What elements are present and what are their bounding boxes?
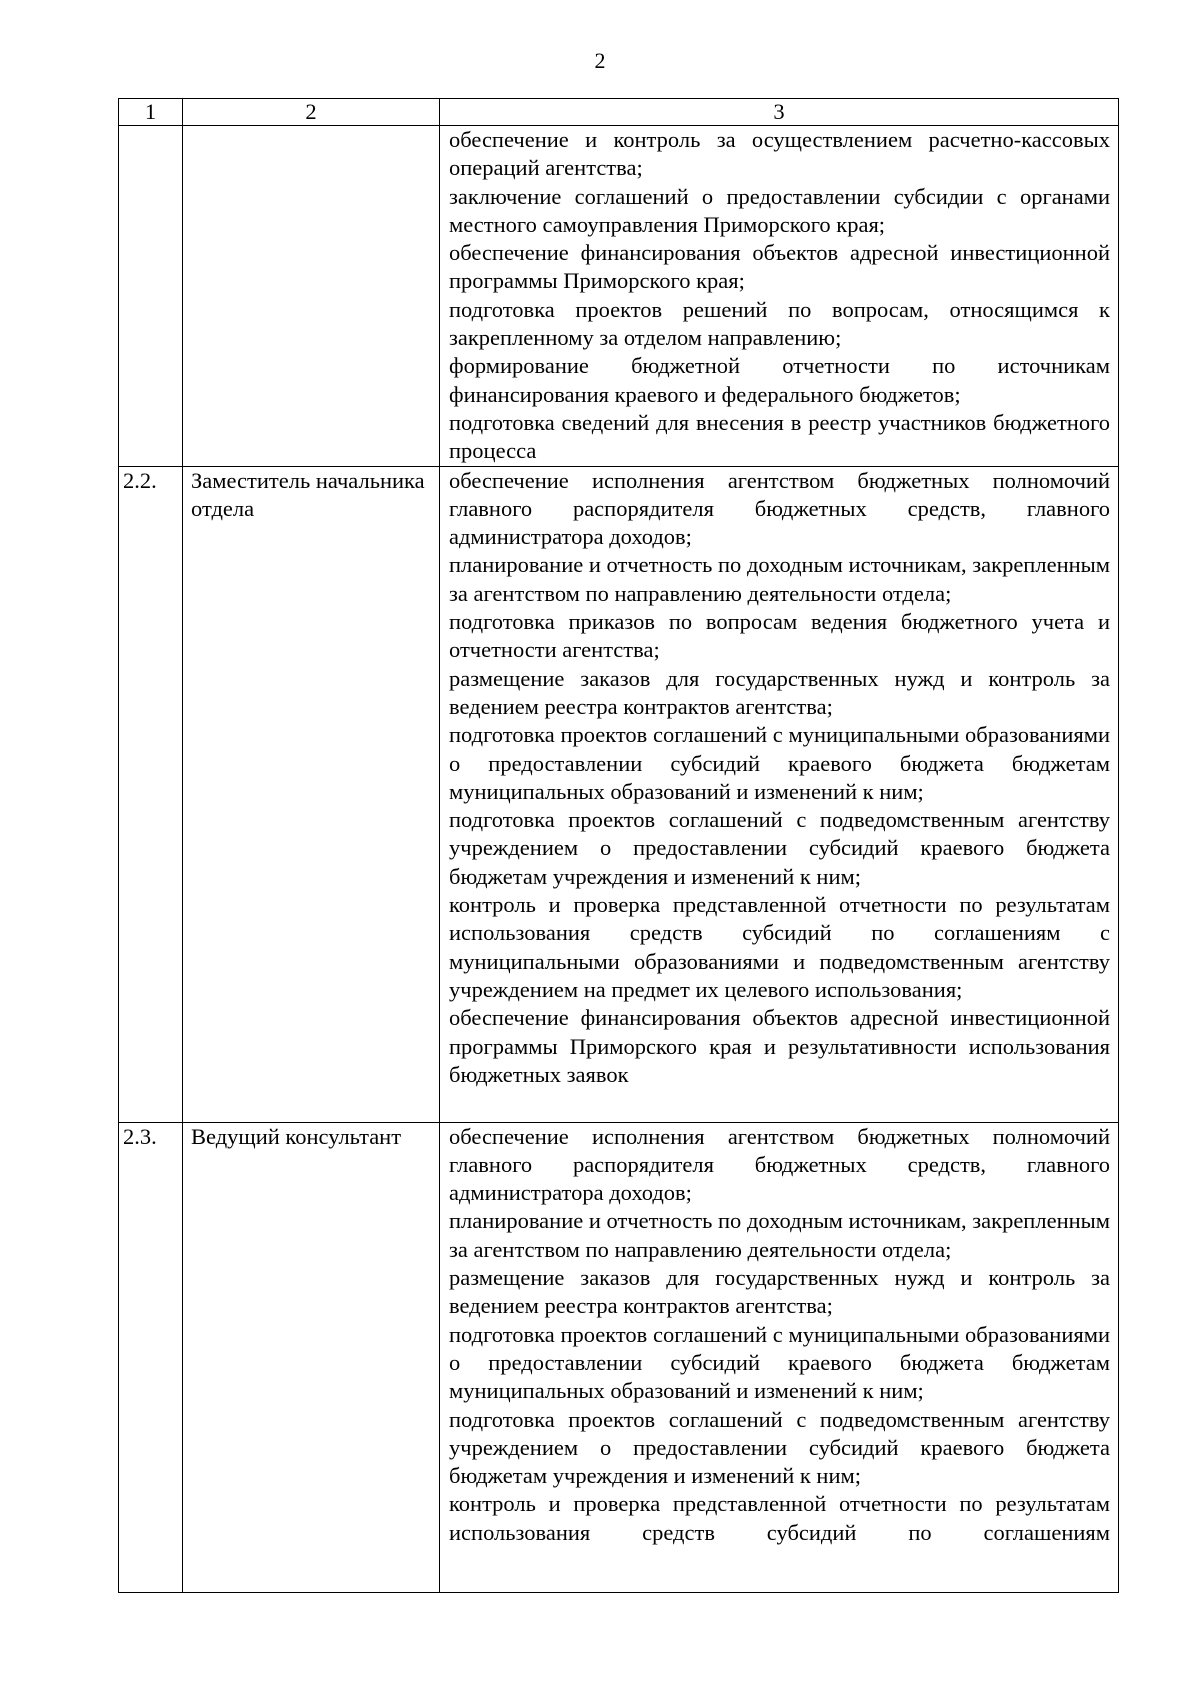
duty-item: подготовка сведений для внесения в реестр участников бюджетного процесса	[449, 409, 1110, 464]
duties-cell	[440, 126, 1119, 467]
table-row	[119, 126, 1119, 467]
duty-item: подготовка проектов соглашений с муниципальными образованиями о предоставлении субсидий краевого бюджета бюджетам муниципальных образований и изменений к ним;	[449, 722, 1110, 804]
duty-item: обеспечение исполнения агентством бюджетных полномочий главного распорядителя бюджетных средств, главного администратора доходов;	[449, 467, 1110, 550]
position-title: Заместитель начальника отдела	[183, 466, 440, 1122]
duty-item: подготовка проектов решений по вопросам, относящимся к закрепленному за отделом направлению;	[449, 296, 1110, 351]
table-row	[119, 466, 1119, 1122]
position-title	[183, 126, 440, 467]
duty-item: формирование бюджетной отчетности по источникам финансирования краевого и федерального бюджетов;	[449, 353, 1110, 407]
duty-item: обеспечение финансирования объектов адресной инвестиционной программы Приморского края;	[449, 240, 1110, 294]
duty-item: контроль и проверка представленной отчетности по результатам использования средств субсидий по соглашениям	[449, 1491, 1110, 1545]
duty-item: подготовка приказов по вопросам ведения бюджетного учета и отчетности агентства;	[449, 609, 1110, 663]
table-header-row	[119, 99, 1119, 126]
duty-item: подготовка проектов соглашений с муниципальными образованиями о предоставлении субсидий краевого бюджета бюджетам муниципальных образований и изменений к ним;	[449, 1321, 1110, 1404]
row-number: 2.3.	[119, 1122, 183, 1592]
duties-cell	[440, 466, 1119, 1122]
row-number	[119, 126, 183, 467]
duty-item: размещение заказов для государственных нужд и контроль за ведением реестра контрактов агентства;	[449, 1265, 1110, 1319]
column-header-position: 2	[183, 99, 440, 126]
duty-item: заключение соглашений о предоставлении субсидии с органами местного самоуправления Приморского края;	[449, 183, 1110, 237]
duty-item: планирование и отчетность по доходным источникам, закрепленным за агентством по направлению деятельности отдела;	[449, 1208, 1110, 1262]
duty-item: обеспечение исполнения агентством бюджетных полномочий главного распорядителя бюджетных средств, главного администратора доходов;	[449, 1123, 1110, 1206]
row-number: 2.2.	[119, 466, 183, 1122]
duty-item: подготовка проектов соглашений с подведомственным агентству учреждением о предоставлении субсидий краевого бюджета бюджетам учреждения и изменений к ним;	[449, 1406, 1110, 1489]
duty-item: планирование и отчетность по доходным источникам, закрепленным за агентством по направлению деятельности отдела;	[449, 552, 1110, 606]
duties-cell	[440, 1122, 1119, 1592]
column-header-number: 1	[119, 99, 183, 126]
duty-item: обеспечение и контроль за осуществлением расчетно-кассовых операций агентства;	[449, 127, 1110, 181]
duty-item: подготовка проектов соглашений с подведомственным агентству учреждением о предоставлении субсидий краевого бюджета бюджетам учреждения и изменений к ним;	[449, 807, 1110, 889]
column-header-duties: 3	[440, 99, 1119, 126]
duty-item: обеспечение финансирования объектов адресной инвестиционной программы Приморского края и результативности использования бюджетных заявок	[449, 1005, 1110, 1087]
table-row	[119, 1122, 1119, 1592]
page-number: 2	[594, 48, 606, 73]
duties-table	[118, 98, 1119, 1593]
duty-item: размещение заказов для государственных нужд и контроль за ведением реестра контрактов агентства;	[449, 665, 1110, 719]
position-title: Ведущий консультант	[183, 1122, 440, 1592]
duty-item: контроль и проверка представленной отчетности по результатам использования средств субсидий по соглашениям с муниципальными образованиями и подведомственным агентству учреждением на предмет их целевого использования;	[449, 892, 1110, 1002]
